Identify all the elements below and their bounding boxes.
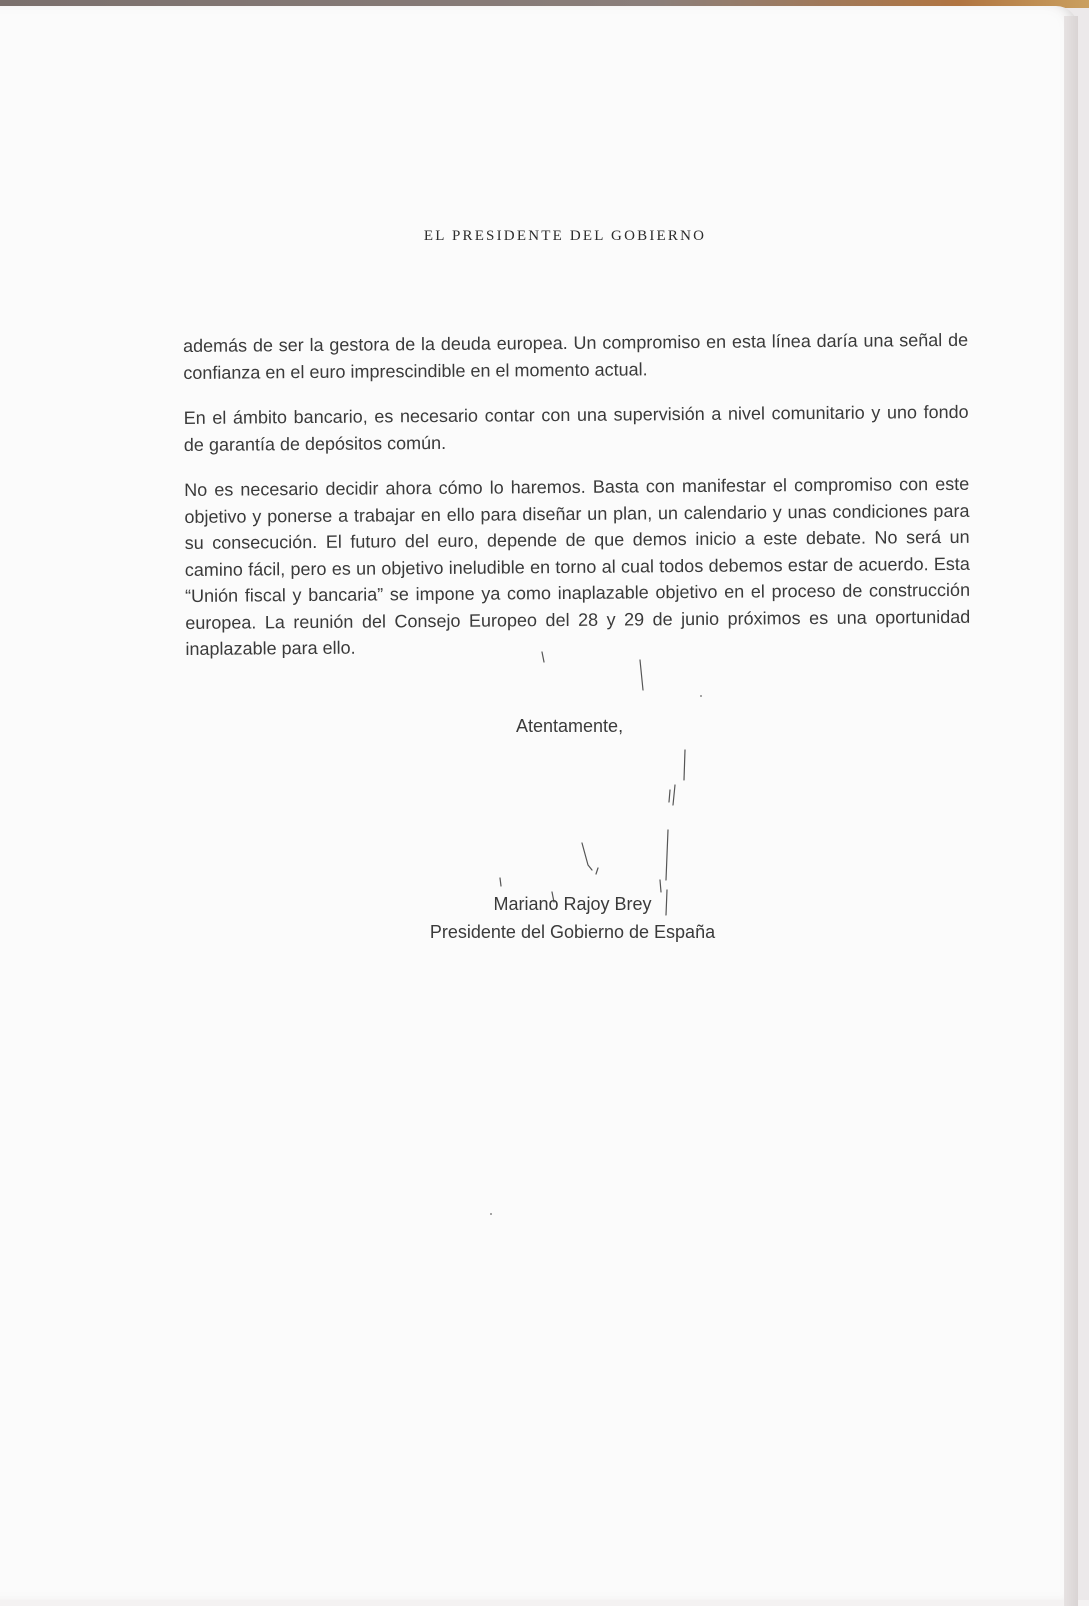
body-paragraph: No es necesario decidir ahora cómo lo haremos. Basta con manifestar el compromiso con este objetivo y ponerse a trabajar en ello para diseñar un plan, un calendario y unas condiciones para su consecución. El futuro del euro, depende de que demos inicio a este debate. No será un camino fácil, pero es un objetivo ineludible en torno al cual todos debemos estar de acuerdo. Esta “Unión fiscal y bancaria” se impone ya como inaplazable objetivo en el proceso de construcción europea. La reunión del Consejo Europeo del 28 y 29 de junio próximos es una oportunidad inaplazable para ello. — [184, 473, 971, 659]
letter-body — [183, 327, 971, 682]
scan-speck — [490, 1213, 492, 1215]
signatory-title: Presidente del Gobierno de España — [429, 922, 716, 942]
body-paragraph: además de ser la gestora de la deuda europea. Un compromiso en esta línea daría una señal de confianza en el euro imprescindible en el momento actual. — [183, 329, 969, 383]
handwritten-signature — [480, 630, 740, 930]
closing-salutation: Atentamente, — [516, 716, 624, 736]
scan-speck — [700, 695, 702, 697]
letterhead-title: EL PRESIDENTE DEL GOBIERNO — [423, 228, 707, 244]
body-paragraph: En el ámbito bancario, es necesario contar con una supervisión a nivel comunitario y uno fondo de garantía de depósitos común. — [183, 401, 969, 455]
page-curl-edge — [1064, 16, 1078, 1606]
signatory-name: Mariano Rajoy Brey — [493, 894, 652, 914]
